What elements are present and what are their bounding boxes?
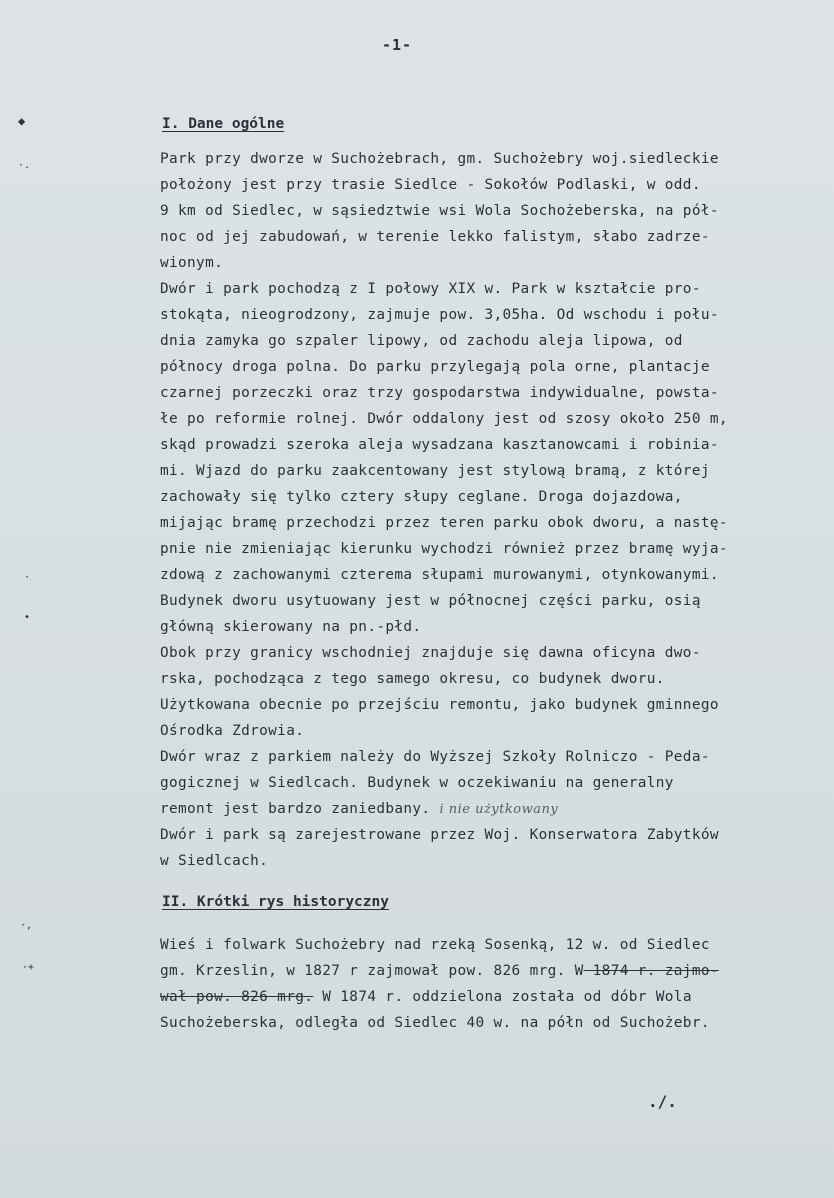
text-line <box>160 802 558 816</box>
text-line: stokąta, nieogrodzony, zajmuje pow. 3,05ha. Od wschodu i połu- <box>160 307 719 323</box>
struck-text: 1874 r. zajmo- <box>583 963 719 979</box>
section-heading-general: I. Dane ogólne <box>162 116 285 132</box>
punch-mark: • <box>24 612 31 623</box>
text-line: Budynek dworu usytuowany jest w północnej części parku, osią <box>160 593 701 609</box>
text-line: czarnej porzeczki oraz trzy gospodarstwa indywidualne, powsta- <box>160 385 719 401</box>
continuation-mark: ./. <box>648 1092 677 1111</box>
text-line: główną skierowany na pn.-płd. <box>160 619 422 635</box>
text-line: położony jest przy trasie Siedlce - Sokołów Podlaski, w odd. <box>160 177 701 193</box>
handwritten-annotation: i nie użytkowany <box>439 802 559 817</box>
page-number: -1- <box>382 36 413 54</box>
text-line <box>160 990 692 1004</box>
text-line: Dwór i park pochodzą z I połowy XIX w. Park w kształcie pro- <box>160 281 701 297</box>
text-line: Obok przy granicy wschodniej znajduje się dawna oficyna dwo- <box>160 645 701 661</box>
text-line: północy droga polna. Do parku przylegają pola orne, plantacje <box>160 359 710 375</box>
text-remont: remont jest bardzo zaniedbany. <box>160 801 431 817</box>
text-line: Dwór wraz z parkiem należy do Wyższej Szkoły Rolniczo - Peda- <box>160 749 710 765</box>
text-line: mi. Wjazd do parku zaakcentowany jest stylową bramą, z której <box>160 463 710 479</box>
text-line: gogicznej w Siedlcach. Budynek w oczekiwaniu na generalny <box>160 775 674 791</box>
text-line: noc od jej zabudowań, w terenie lekko falistym, słabo zadrze- <box>160 229 710 245</box>
text-line: łe po reformie rolnej. Dwór oddalony jest od szosy około 250 m, <box>160 411 728 427</box>
text-line: 9 km od Siedlec, w sąsiedztwie wsi Wola Sochożeberska, na pół- <box>160 203 719 219</box>
text-fragment: gm. Krzeslin, w 1827 r zajmował pow. 826 mrg. W <box>160 963 584 979</box>
text-line: zdową z zachowanymi czterema słupami murowanymi, otynkowanymi. <box>160 567 719 583</box>
text-line: wionym. <box>160 255 224 271</box>
text-line: skąd prowadzi szeroka aleja wysadzana kasztanowcami i robinia- <box>160 437 719 453</box>
text-line: Park przy dworze w Suchożebrach, gm. Suchożebry woj.siedleckie <box>160 151 719 167</box>
text-line: Ośrodka Zdrowia. <box>160 723 305 739</box>
text-fragment: W 1874 r. oddzielona została od dóbr Wola <box>313 989 692 1005</box>
punch-mark: · <box>24 572 31 583</box>
punch-mark: ·. <box>18 160 31 171</box>
text-line: zachowały się tylko cztery słupy ceglane. Droga dojazdowa, <box>160 489 683 505</box>
text-line: Dwór i park są zarejestrowane przez Woj. Konserwatora Zabytków <box>160 827 719 843</box>
text-line: rska, pochodząca z tego samego okresu, co budynek dworu. <box>160 671 665 687</box>
punch-mark: ·, <box>20 920 33 931</box>
punch-mark: ◆ <box>18 114 26 128</box>
text-line: w Siedlcach. <box>160 853 269 869</box>
text-line: mijając bramę przechodzi przez teren parku obok dworu, a nastę- <box>160 515 728 531</box>
text-line: pnie nie zmieniając kierunku wychodzi również przez bramę wyja- <box>160 541 728 557</box>
punch-mark: ·+ <box>22 962 35 973</box>
text-line: dnia zamyka go szpaler lipowy, od zachodu aleja lipowa, od <box>160 333 683 349</box>
struck-text: wał pow. 826 mrg. <box>160 989 314 1005</box>
text-line: Wieś i folwark Suchożebry nad rzeką Sosenką, 12 w. od Siedlec <box>160 937 710 953</box>
text-line: Suchożeberska, odległa od Siedlec 40 w. na półn od Suchożebr. <box>160 1015 710 1031</box>
text-line <box>160 964 719 978</box>
section-heading-history: II. Krótki rys historyczny <box>162 894 389 910</box>
text-line: Użytkowana obecnie po przejściu remontu, jako budynek gminnego <box>160 697 719 713</box>
